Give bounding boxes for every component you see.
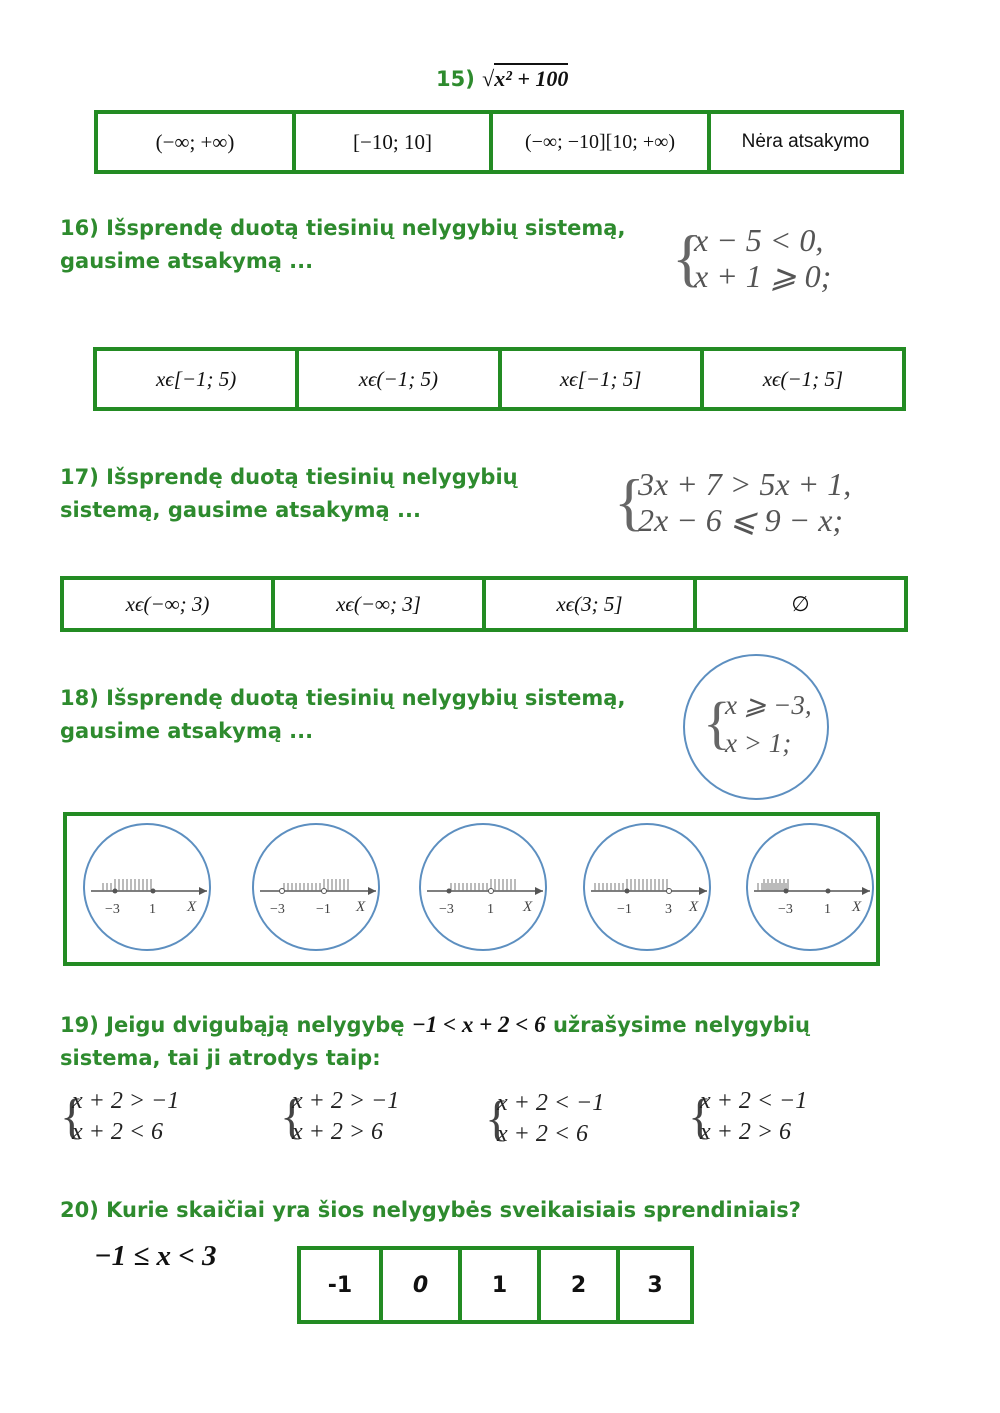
axis-label: X — [187, 899, 197, 915]
q18-brace-icon: { — [703, 690, 731, 755]
q19-option-3-line2: x + 2 < 6 — [497, 1121, 589, 1147]
q17-option-4[interactable]: ∅ — [791, 591, 810, 616]
sqrt-sign: √ — [482, 66, 495, 91]
q18-system-line1: x ⩾ −3, — [725, 690, 812, 720]
q19-brace-icon: { — [688, 1088, 712, 1144]
q19-option-2-line2: x + 2 > 6 — [292, 1119, 384, 1145]
q19-question — [60, 1008, 940, 1075]
q17-option-1[interactable]: xϵ(−∞; 3) — [64, 580, 275, 628]
number-line-2 — [254, 825, 378, 949]
q17-option-3[interactable]: xϵ(3; 5] — [486, 580, 697, 628]
q19-inequality: −1 < x + 2 < 6 — [411, 1012, 546, 1037]
q16-option-2[interactable]: xϵ(−1; 5) — [299, 351, 501, 407]
q17-option-2[interactable]: xϵ(−∞; 3] — [275, 580, 486, 628]
q15-option-1[interactable]: (−∞; +∞) — [98, 114, 296, 170]
q18-line1: 18) Išsprendę duotą tiesinių nelygybių sistemą, — [60, 686, 626, 710]
q20-option-1[interactable]: 1 — [462, 1250, 541, 1320]
q17-system — [614, 466, 904, 542]
number-line-1 — [85, 825, 209, 949]
q18-system-line2: x > 1; — [725, 728, 792, 758]
q16-brace-icon: { — [672, 222, 703, 293]
q15-options — [94, 110, 904, 174]
q17-brace-icon: { — [614, 466, 645, 537]
tick-label: 1 — [487, 902, 494, 917]
tick-label: −3 — [105, 902, 120, 917]
q19-option-4[interactable] — [688, 1086, 868, 1152]
q18-question — [60, 682, 625, 748]
q18-option-2[interactable] — [252, 823, 380, 951]
q16-system-line1: x − 5 < 0, — [694, 222, 824, 258]
q17-question — [60, 461, 518, 527]
q16-question — [60, 212, 625, 278]
axis-label: X — [689, 899, 699, 915]
q17-line2: sistemą, gausime atsakymą ... — [60, 498, 421, 522]
q19-brace-icon: { — [485, 1090, 509, 1146]
q19-option-4-line1: x + 2 < −1 — [700, 1088, 808, 1114]
q16-line2: gausime atsakymą ... — [60, 249, 314, 273]
q16-system-line2: x + 1 ⩾ 0; — [694, 258, 832, 294]
q19-option-3-line1: x + 2 < −1 — [497, 1090, 605, 1116]
number-line-5 — [748, 825, 872, 949]
q16-option-3[interactable]: xϵ[−1; 5] — [502, 351, 704, 407]
q16-option-1[interactable]: xϵ[−1; 5) — [97, 351, 299, 407]
q19-line2: sistema, tai ji atrodys taip: — [60, 1046, 381, 1070]
q16-line1: 16) Išsprendę duotą tiesinių nelygybių sistemą, — [60, 216, 626, 240]
q17-line1: 17) Išsprendę duotą tiesinių nelygybių — [60, 465, 518, 489]
tick-label: −3 — [439, 902, 454, 917]
q15-title — [436, 62, 568, 96]
q19-option-1[interactable] — [60, 1086, 240, 1152]
q19-line1-pre: 19) Jeigu dvigubąją nelygybę — [60, 1013, 405, 1037]
q16-system — [672, 222, 872, 298]
tick-label: 1 — [149, 902, 156, 917]
q19-option-2-line1: x + 2 > −1 — [292, 1088, 400, 1114]
q19-option-1-line2: x + 2 < 6 — [72, 1119, 164, 1145]
q19-brace-icon: { — [60, 1088, 84, 1144]
q20-options — [297, 1246, 694, 1324]
tick-label: 3 — [665, 902, 672, 917]
q17-system-line1: 3x + 7 > 5x + 1, — [638, 466, 852, 502]
q20-inequality: −1 ≤ x < 3 — [94, 1240, 217, 1272]
axis-label: X — [356, 899, 366, 915]
tick-label: −1 — [316, 902, 331, 917]
q17-system-line2: 2x − 6 ⩽ 9 − x; — [638, 502, 844, 538]
q20-option-3[interactable]: 3 — [647, 1272, 663, 1298]
q19-option-2[interactable] — [280, 1086, 460, 1152]
q18-option-1[interactable] — [83, 823, 211, 951]
q19-option-3[interactable] — [485, 1088, 665, 1154]
q18-option-4[interactable] — [583, 823, 711, 951]
q20-option-2[interactable]: 2 — [541, 1250, 620, 1320]
q19-brace-icon: { — [280, 1088, 304, 1144]
q18-option-5[interactable] — [746, 823, 874, 951]
number-line-4 — [585, 825, 709, 949]
q20-option-0[interactable]: 0 — [383, 1250, 462, 1320]
q19-line1 — [60, 1008, 940, 1042]
q15-expression — [482, 63, 568, 91]
q18-options — [63, 812, 880, 966]
q15-label: 15) — [436, 67, 475, 91]
tick-label: −3 — [270, 902, 285, 917]
q20-question: 20) Kurie skaičiai yra šios nelygybės sveikaisiais sprendiniais? — [60, 1198, 801, 1222]
q15-option-4[interactable]: Nėra atsakymo — [741, 131, 870, 152]
q15-radicand: x² + 100 — [494, 63, 568, 91]
q20-option-minus1[interactable]: -1 — [301, 1250, 383, 1320]
q19-option-1-line1: x + 2 > −1 — [72, 1088, 180, 1114]
tick-label: −3 — [778, 902, 793, 917]
axis-label: X — [852, 899, 862, 915]
q18-option-3[interactable] — [419, 823, 547, 951]
tick-label: 1 — [824, 902, 831, 917]
q18-line2: gausime atsakymą ... — [60, 719, 314, 743]
axis-label: X — [523, 899, 533, 915]
q15-option-2[interactable]: [−10; 10] — [296, 114, 493, 170]
q19-line1-post: užrašysime nelygybių — [552, 1013, 810, 1037]
q16-option-4[interactable]: xϵ(−1; 5] — [762, 366, 844, 391]
number-line-3 — [421, 825, 545, 949]
q15-option-3[interactable]: (−∞; −10][10; +∞) — [493, 114, 711, 170]
q17-options — [60, 576, 908, 632]
q18-system-circle — [683, 654, 829, 800]
tick-label: −1 — [617, 902, 632, 917]
q16-options — [93, 347, 906, 411]
q19-option-4-line2: x + 2 > 6 — [700, 1119, 792, 1145]
